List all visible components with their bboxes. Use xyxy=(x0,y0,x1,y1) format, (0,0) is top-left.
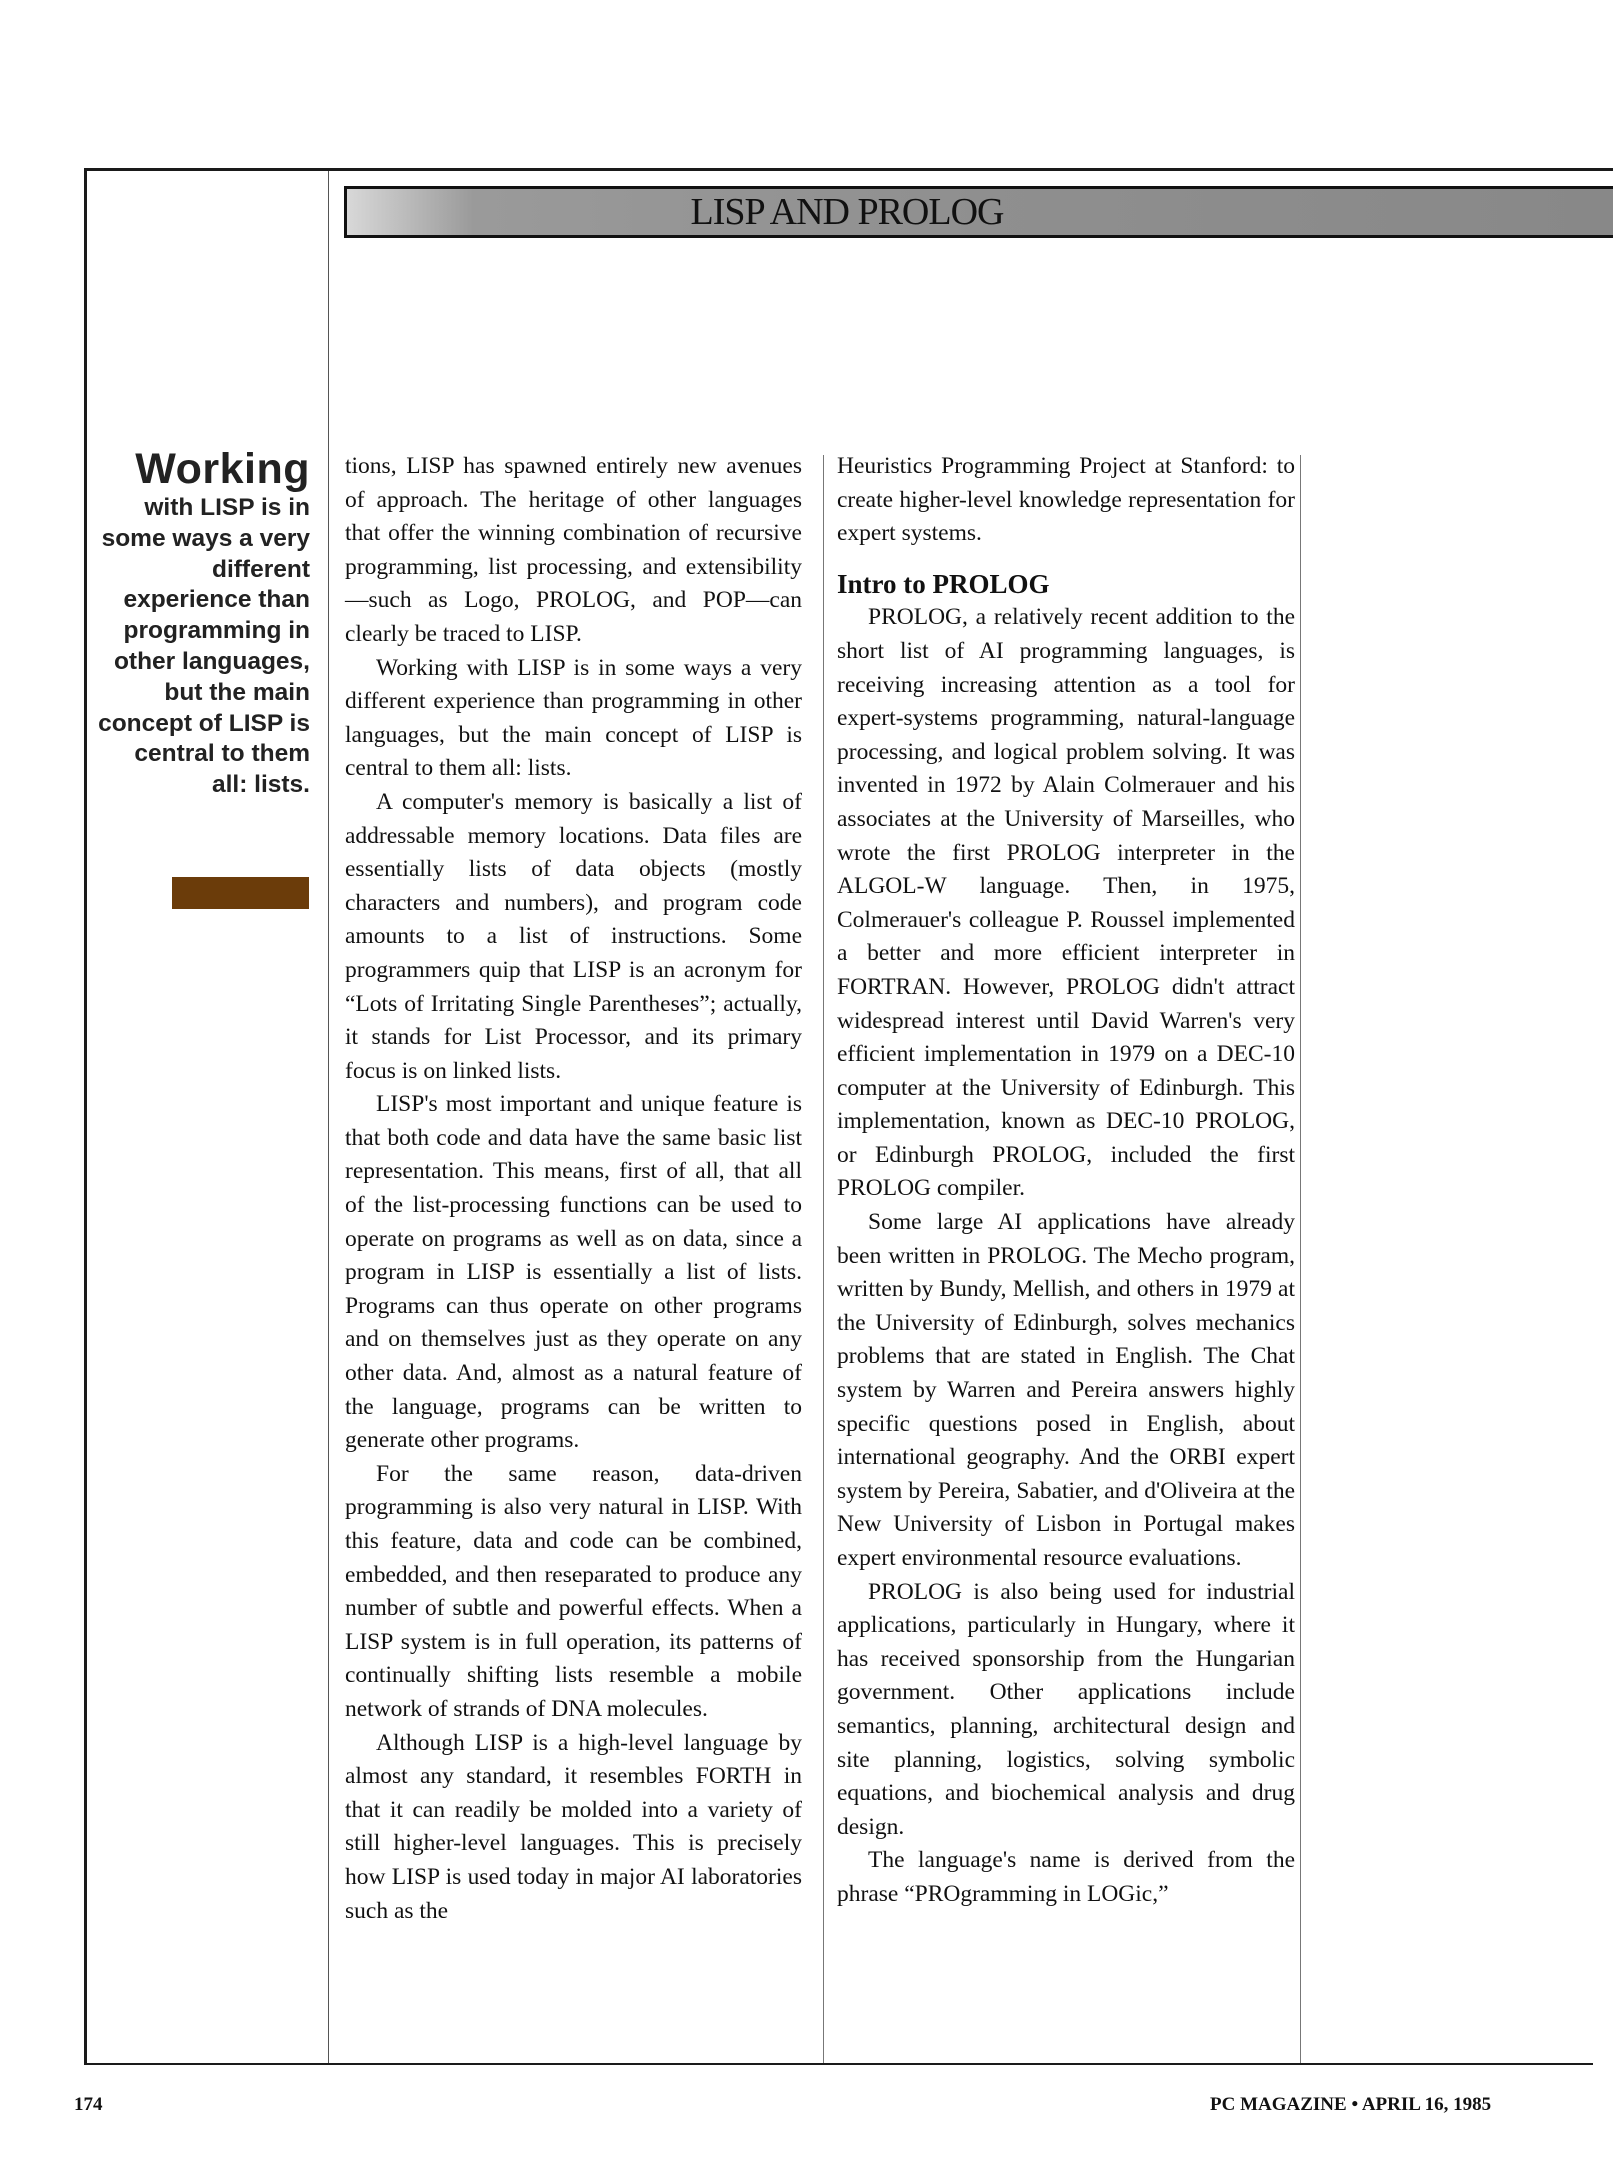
paragraph: LISP's most important and unique feature is that both code and data have the same basic list representation. This means, first of all, that all of the list-processing functions can be used to operate on programs as well as on data, since a program in LISP is essentially a list of lists. Programs can thus operate on other programs and on themselves just as they operate on any other data. And, almost as a natural feature of the language, programs can be written to generate other programs. xyxy=(345,1091,802,1454)
section-banner xyxy=(344,186,1613,238)
pull-quote xyxy=(96,445,310,801)
page-frame-left-rule xyxy=(84,168,87,2065)
pull-quote-lead: Working xyxy=(135,445,310,493)
article-column-1 xyxy=(345,450,802,1928)
column-divider-right xyxy=(1300,455,1301,2063)
sidebar-divider xyxy=(328,171,329,2063)
paragraph: For the same reason, data-driven programming is also very natural in LISP. With this feature, data and code can be combined, embedded, and then reseparated to produce any number of subtle and powerful effects. When a LISP system is in full operation, its patterns of continually shifting lists resemble a mobile network of strands of DNA molecules. xyxy=(345,1460,802,1722)
subheading: Intro to PROLOG xyxy=(837,568,1050,599)
paragraph: The language's name is derived from the phrase “PROgramming in LOGic,” xyxy=(837,1847,1295,1907)
publication-name: PC MAGAZINE xyxy=(1210,2094,1347,2115)
section-title: LISP AND PROLOG xyxy=(690,191,1004,233)
article-column-2 xyxy=(837,450,1295,1912)
paragraph: tions, LISP has spawned entirely new avenues of approach. The heritage of other languages that offer the winning combination of recursive programming, list processing, and extensibility—such as Logo, PROLOG, and POP—can clearly be traced to LISP. xyxy=(345,453,802,647)
pull-quote-body: with LISP is in some ways a very different experience than programming in other languages, but the main concept of LISP is central to them all: lists. xyxy=(98,494,310,799)
paragraph: PROLOG is also being used for industrial applications, particularly in Hungary, where it has received sponsorship from the Hungarian government. Other applications include semantics, planning, architectural design and site planning, logistics, solving symbolic equations, and biochemical analysis and drug design. xyxy=(837,1578,1295,1840)
issue-date: APRIL 16, 1985 xyxy=(1361,2094,1492,2115)
page-frame-top-rule xyxy=(84,168,1613,171)
pull-quote-accent-bar xyxy=(172,877,309,909)
bullet-separator: • xyxy=(1351,2094,1359,2115)
paragraph: Some large AI applications have already been written in PROLOG. The Mecho program, written by Bundy, Mellish, and others in 1979 at the University of Edinburgh, solves mechanics problems that are stated in English. The Chat system by Warren and Pereira answers highly specific questions posed in English, about international geography. And the ORBI expert system by Pereira, Sabatier, and d'Oliveira at the New University of Lisbon in Portugal makes expert environmental resource evaluations. xyxy=(837,1209,1295,1571)
paragraph: Although LISP is a high-level language by almost any standard, it resembles FORTH in that it can readily be molded into a variety of still higher-level languages. This is precisely how LISP is used today in major AI laboratories such as the xyxy=(345,1729,802,1924)
page-number: 174 xyxy=(74,2094,103,2115)
page-frame-bottom-rule xyxy=(84,2063,1593,2065)
paragraph: Heuristics Programming Project at Stanford: to create higher-level knowledge representation for expert systems. xyxy=(837,453,1295,547)
column-divider xyxy=(823,455,824,2063)
paragraph: A computer's memory is basically a list of addressable memory locations. Data files are essentially lists of data objects (mostly characters and numbers), and program code amounts to a list of instructions. Some programmers quip that LISP is an acronym for “Lots of Irritating Single Parentheses”; actually, it stands for List Processor, and its primary focus is on linked lists. xyxy=(345,788,802,1084)
paragraph: Working with LISP is in some ways a very different experience than programming in other languages, but the main concept of LISP is central to them all: lists. xyxy=(345,654,802,782)
paragraph: PROLOG, a relatively recent addition to the short list of AI programming languages, is receiving increasing attention as a tool for expert-systems programming, natural-language processing, and logical problem solving. It was invented in 1972 by Alain Colmerauer and his associates at the University of Marseilles, who wrote the first PROLOG interpreter in the ALGOL-W language. Then, in 1975, Colmerauer's colleague P. Roussel implemented a better and more efficient interpreter in FORTRAN. However, PROLOG didn't attract widespread interest until David Warren's very efficient implementation in 1979 on a DEC-10 computer at the University of Edinburgh. This implementation, known as DEC-10 PROLOG, or Edinburgh PROLOG, included the first PROLOG compiler. xyxy=(837,604,1295,1202)
running-footer xyxy=(1210,2094,1491,2116)
